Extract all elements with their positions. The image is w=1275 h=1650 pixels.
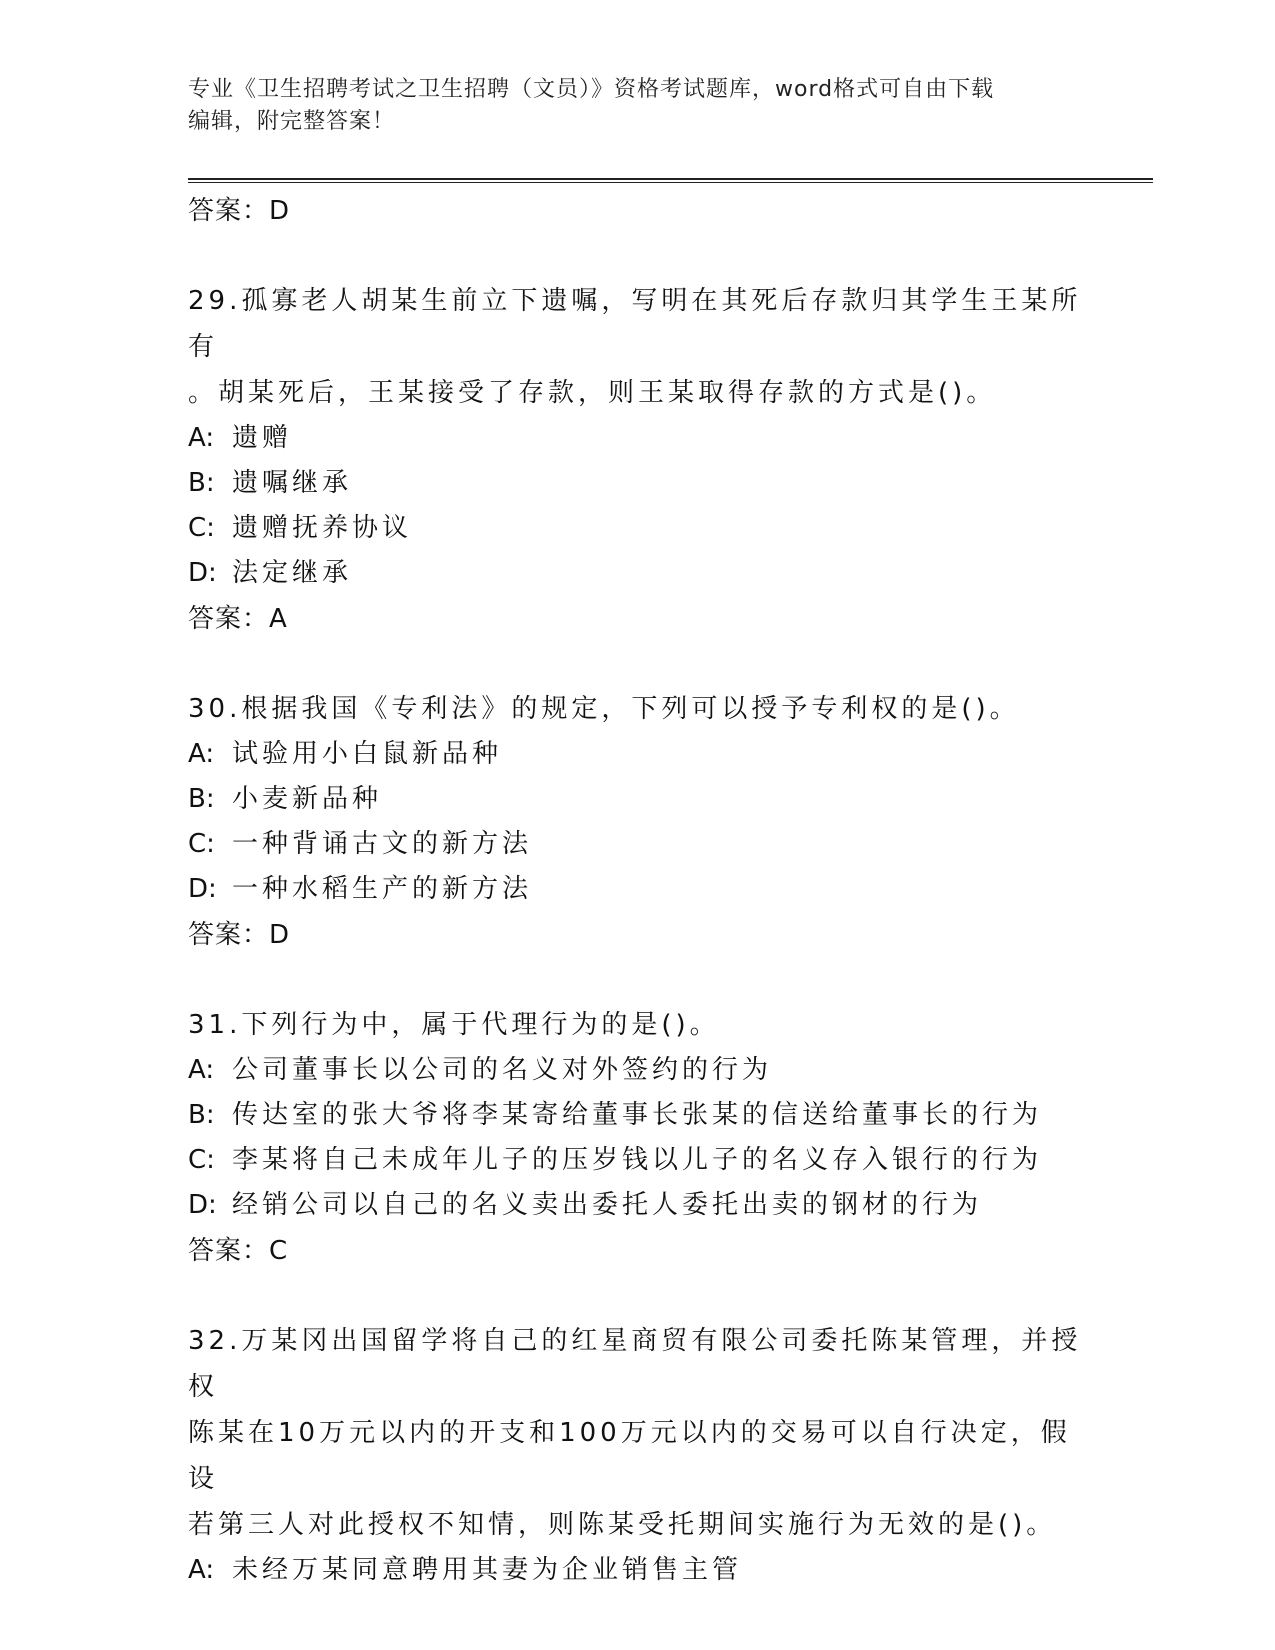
option-text: 公司董事长以公司的名义对外签约的行为 bbox=[232, 1055, 773, 1085]
option-text: 遗赠 bbox=[232, 423, 293, 453]
option-c bbox=[188, 506, 1088, 551]
answer-line bbox=[188, 188, 1088, 234]
option-c bbox=[188, 822, 1088, 867]
document-header bbox=[188, 74, 1068, 138]
question-stem: 32.万某冈出国留学将自己的红星商贸有限公司委托陈某管理，并授权 bbox=[188, 1326, 1082, 1402]
answer-value: D bbox=[269, 920, 291, 950]
option-letter: A: bbox=[188, 739, 215, 769]
option-a bbox=[188, 1048, 1088, 1093]
question-stem: 31.下列行为中，属于代理行为的是()。 bbox=[188, 1010, 720, 1040]
option-b bbox=[188, 461, 1088, 506]
answer-value: A bbox=[269, 604, 288, 634]
question-31 bbox=[188, 1002, 1088, 1274]
option-a bbox=[188, 732, 1088, 777]
option-letter: D: bbox=[188, 558, 217, 588]
option-letter: C: bbox=[188, 1145, 215, 1175]
option-text: 小麦新品种 bbox=[232, 784, 383, 814]
answer-line bbox=[188, 1228, 1088, 1274]
option-text: 试验用小白鼠新品种 bbox=[232, 739, 503, 769]
option-text: 一种背诵古文的新方法 bbox=[232, 829, 533, 859]
option-text: 法定继承 bbox=[232, 558, 353, 588]
question-32 bbox=[188, 1318, 1088, 1593]
option-letter: A: bbox=[188, 423, 215, 453]
answer-value: D bbox=[269, 196, 291, 226]
answer-label: 答案： bbox=[188, 920, 270, 950]
option-d bbox=[188, 551, 1088, 596]
option-b bbox=[188, 1093, 1088, 1138]
option-letter: C: bbox=[188, 513, 215, 543]
question-list bbox=[188, 188, 1088, 1593]
option-letter: D: bbox=[188, 874, 217, 904]
question-stem: 30.根据我国《专利法》的规定，下列可以授予专利权的是()。 bbox=[188, 694, 1020, 724]
option-letter: A: bbox=[188, 1055, 215, 1085]
option-text: 未经万某同意聘用其妻为企业销售主管 bbox=[232, 1555, 743, 1585]
option-text: 传达室的张大爷将李某寄给董事长张某的信送给董事长的行为 bbox=[232, 1100, 1043, 1130]
option-d bbox=[188, 1183, 1088, 1228]
question-stem: 29.孤寡老人胡某生前立下遗嘱，写明在其死后存款归其学生王某所有 bbox=[188, 286, 1082, 362]
option-b bbox=[188, 777, 1088, 822]
option-text: 经销公司以自己的名义卖出委托人委托出卖的钢材的行为 bbox=[232, 1190, 983, 1220]
option-letter: A: bbox=[188, 1555, 215, 1585]
option-text: 一种水稻生产的新方法 bbox=[232, 874, 533, 904]
question-stem-continued: 陈某在10万元以内的开支和100万元以内的交易可以自行决定，假设 bbox=[188, 1418, 1071, 1494]
option-a bbox=[188, 416, 1088, 461]
header-line-2: 编辑，附完整答案！ bbox=[188, 109, 396, 134]
option-text: 遗嘱继承 bbox=[232, 468, 353, 498]
header-divider bbox=[188, 178, 1153, 183]
answer-line bbox=[188, 596, 1088, 642]
option-letter: B: bbox=[188, 784, 215, 814]
option-letter: C: bbox=[188, 829, 215, 859]
question-29 bbox=[188, 278, 1088, 642]
question-stem-continued: 。胡某死后，王某接受了存款，则王某取得存款的方式是()。 bbox=[188, 378, 997, 408]
option-text: 李某将自己未成年儿子的压岁钱以儿子的名义存入银行的行为 bbox=[232, 1145, 1043, 1175]
option-text: 遗赠抚养协议 bbox=[232, 513, 413, 543]
question-stem-continued: 若第三人对此授权不知情，则陈某受托期间实施行为无效的是()。 bbox=[188, 1510, 1057, 1540]
option-letter: B: bbox=[188, 1100, 215, 1130]
question-30 bbox=[188, 686, 1088, 958]
option-d bbox=[188, 867, 1088, 912]
option-c bbox=[188, 1138, 1088, 1183]
answer-value: C bbox=[269, 1236, 289, 1266]
option-a bbox=[188, 1548, 1088, 1593]
answer-label: 答案： bbox=[188, 196, 270, 226]
answer-label: 答案： bbox=[188, 604, 270, 634]
header-line-1: 专业《卫生招聘考试之卫生招聘（文员）》资格考试题库，word格式可自由下载 bbox=[188, 77, 995, 102]
option-letter: D: bbox=[188, 1190, 217, 1220]
answer-line bbox=[188, 912, 1088, 958]
option-letter: B: bbox=[188, 468, 215, 498]
answer-label: 答案： bbox=[188, 1236, 270, 1266]
